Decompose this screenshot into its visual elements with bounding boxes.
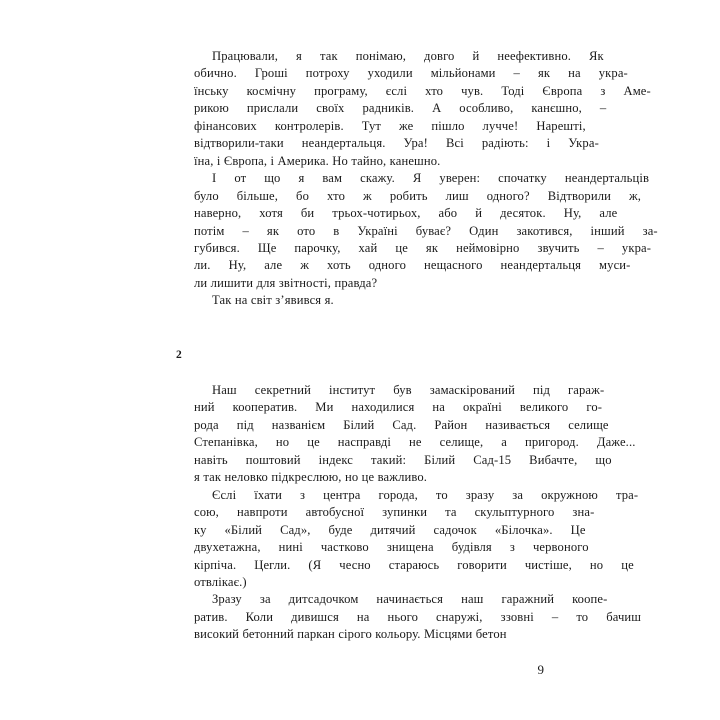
text-line: ли лишити для звітності, правда?	[194, 275, 378, 290]
paragraph	[176, 292, 536, 309]
text-line: двухетажна, нині частково знищена будівля з червоного	[194, 540, 589, 555]
paragraph	[176, 170, 658, 292]
text-line: наверно, хотя би трьох-чотирьох, або й десяток. Ну, але	[194, 206, 618, 221]
paragraph	[176, 591, 642, 643]
paragraph	[176, 487, 639, 592]
text-line: І от що я вам скажу. Я уверен: спочатку неандертальців	[212, 171, 650, 186]
text-line: ку «Білий Сад», буде дитячий садочок «Білочка». Це	[194, 522, 586, 537]
text-line: ний кооператив. Ми находилися на окраїні великого го-	[194, 400, 603, 415]
text-line: Так на світ з’явився я.	[212, 293, 334, 308]
body-text-block-two	[176, 382, 642, 644]
page-number: 9	[537, 662, 544, 677]
text-line: їна, і Європа, і Америка. Но тайно, канешно.	[194, 153, 441, 168]
paragraph	[176, 48, 651, 170]
text-line: потім – як ото в Україні буває? Один закотився, інший за-	[194, 223, 658, 238]
text-line: їнську космічну програму, єслі хто чув. Тоді Європа з Аме-	[194, 83, 651, 98]
text-line: сою, навпроти автобусної зупинки та скульптурного зна-	[194, 505, 595, 520]
text-line: високий бетонний паркан сірого кольору. Місцями бетон	[194, 627, 507, 642]
text-line: отвлікає.)	[194, 574, 247, 589]
text-line: було більше, бо хто ж робить лиш одного? Відтворили ж,	[194, 188, 642, 203]
text-line: ли. Ну, але ж хоть одного нещасного неандертальця муси-	[194, 258, 631, 273]
text-line: Наш секретний інститут був замаскірований під гараж-	[212, 383, 605, 397]
text-line: фінансових контролерів. Тут же пішло лучче! Нарешті,	[194, 118, 586, 133]
paragraph	[176, 382, 636, 487]
text-line: рода під названієм Білий Сад. Район називається селище	[194, 417, 609, 432]
text-line: Степанівка, но це насправді не селище, а пригород. Даже...	[194, 435, 636, 450]
text-line: я так неловко підкреслюю, но це важливо.	[194, 470, 428, 485]
text-line: навіть поштовий індекс такий: Білий Сад-15 Вибачте, що	[194, 452, 612, 467]
text-line: Єслі їхати з центра города, то зразу за окружною тра-	[212, 487, 639, 502]
text-line: обично. Гроші потроху уходили мільйонами – як на укра-	[194, 66, 628, 81]
text-line: губився. Ще парочку, хай це як неймовірно звучить – укра-	[194, 240, 652, 255]
text-line: рикою прислали своїх радників. А особливо, канєшно, –	[194, 101, 607, 116]
body-text-block-one	[176, 48, 658, 310]
text-line: кірпіча. Цегли. (Я чесно стараюсь говорити чистіше, но це	[194, 557, 634, 572]
text-line: Працювали, я так понімаю, довго й неефективно. Як	[212, 49, 604, 63]
text-line: відтворили-таки неандертальця. Ура! Всі радіють: і Укра-	[194, 136, 599, 151]
text-line: Зразу за дитсадочком начинається наш гаражний коопе-	[212, 592, 608, 607]
text-line: ратив. Коли дивишся на нього снаружі, ззовні – то бачиш	[194, 609, 642, 624]
section-number: 2	[176, 349, 182, 361]
